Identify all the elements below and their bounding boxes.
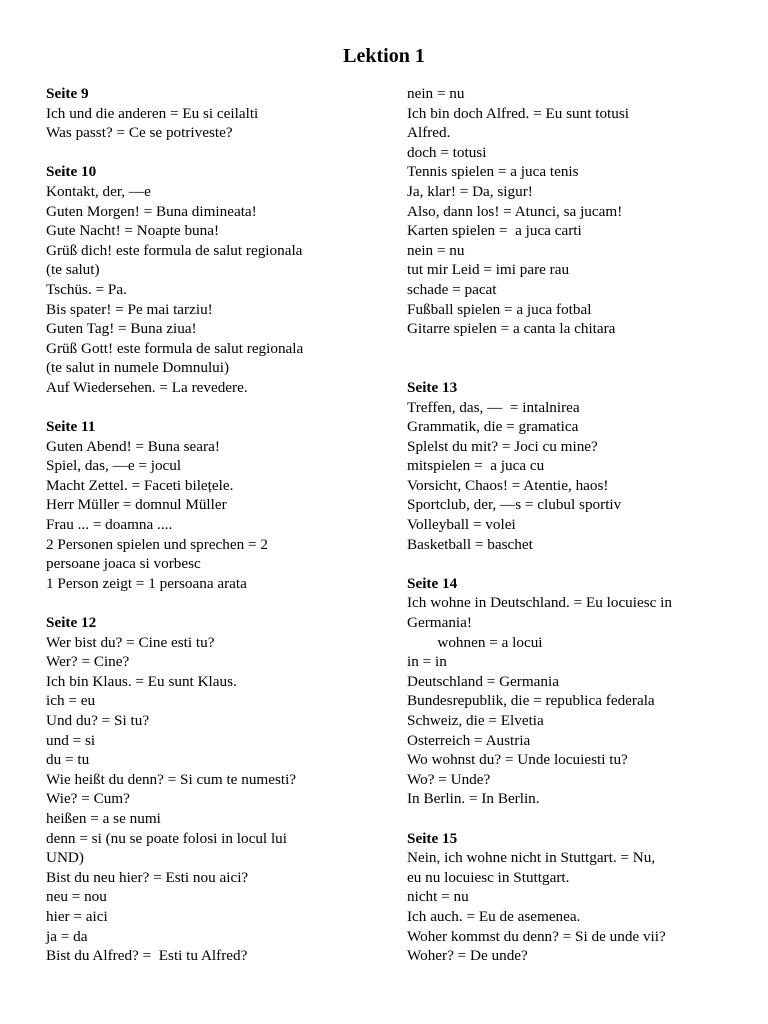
page-title: Lektion 1 [343,45,425,67]
section-heading: Seite 12 [46,614,97,632]
vocab-line: Schweiz, die = Elvetia [407,712,544,729]
vocab-line: Gute Nacht! = Noapte buna! [46,222,220,240]
vocab-line: Treffen, das, — = intalnirea [407,398,580,416]
vocab-line: Ich und die anderen = Eu si ceilalti [46,104,259,122]
vocab-line: Sportclub, der, —s = clubul sportiv [407,496,622,514]
vocab-line: Kontakt, der, —e [46,182,151,200]
vocab-line: Wo wohnst du? = Unde locuiesti tu? [407,751,628,769]
section-heading: Seite 14 [407,574,458,592]
vocab-line: hier = aici [46,907,108,925]
section-seite-14 [407,574,737,809]
vocab-line: Guten Morgen! = Buna dimineata! [46,202,257,220]
vocab-line: Wer? = Cine? [46,653,130,671]
vocab-line: Also, dann los! = Atunci, sa jucam! [407,202,623,220]
vocab-line: Woher kommst du denn? = Si de unde vii? [407,927,666,945]
vocab-line: wohnen = a locui [407,633,543,651]
vocab-line: Wo? = Unde? [407,770,491,788]
vocab-line: Ich bin doch Alfred. = Eu sunt totusi [407,104,630,122]
vocab-line: UND) [46,849,84,867]
vocab-line: eu nu locuiesc in Stuttgart. [407,868,570,886]
section-heading: Seite 13 [407,378,458,396]
vocab-line: Ich auch. = Eu de asemenea. [407,907,581,925]
vocab-line: Bis spater! = Pe mai tarziu! [46,300,213,318]
vocab-line: Fußball spielen = a juca fotbal [407,300,592,318]
vocab-line: ich = eu [46,692,96,710]
section-heading: Seite 15 [407,829,458,847]
vocab-line: 2 Personen spielen und sprechen = 2 [46,535,268,553]
vocab-line: Ja, klar! = Da, sigur! [407,182,533,200]
vocab-line: nein = nu [407,241,465,259]
section-seite-11 [46,417,376,593]
section-heading: Seite 10 [46,163,97,181]
vocab-line: Tennis spielen = a juca tenis [407,163,579,181]
vocab-line: ja = da [46,927,88,945]
vocab-line: Guten Tag! = Buna ziua! [46,320,197,338]
vocab-line: tut mir Leid = imi pare rau [407,261,570,279]
vocab-line: neu = nou [46,888,107,906]
vocab-line: Bist du neu hier? = Esti nou aici? [46,868,249,886]
vocab-line: Ich wohne in Deutschland. = Eu locuiesc in [407,594,672,612]
vocab-line: Bundesrepublik, die = republica federala [407,692,655,710]
right-column [407,84,737,985]
section-seite-13 [407,378,737,554]
vocab-line: (te salut) [46,261,100,279]
vocab-line: Was passt? = Ce se potriveste? [46,124,233,142]
vocab-line: Splelst du mit? = Joci cu mine? [407,437,598,455]
vocab-line: du = tu [46,751,90,769]
vocab-line: Guten Abend! = Buna seara! [46,437,220,455]
vocab-line: Vorsicht, Chaos! = Atentie, haos! [407,476,609,494]
vocab-line: Und du? = Si tu? [46,712,150,729]
vocab-line: Herr Müller = domnul Müller [46,496,227,514]
vocab-line: Gitarre spielen = a canta la chitara [407,320,616,338]
section-seite-12 [46,613,376,966]
vocab-line: Grüß Gott! este formula de salut regionala [46,339,304,357]
section-heading: Seite 9 [46,85,89,102]
vocab-line: persoane joaca si vorbesc [46,555,201,573]
vocab-line: mitspielen = a juca cu [407,457,545,475]
vocab-line: und = si [46,731,96,749]
section-seite-15 [407,829,737,966]
vocab-line: Tschüs. = Pa. [46,280,127,298]
vocab-line: Volleyball = volei [407,516,516,534]
vocab-line: Auf Wiedersehen. = La revedere. [46,378,248,396]
left-column [46,84,376,985]
vocab-line: Wie heißt du denn? = Si cum te numesti? [46,770,297,788]
vocab-line: Spiel, das, —e = jocul [46,457,182,475]
vocab-line: Grammatik, die = gramatica [407,418,579,436]
vocab-line: heißen = a se numi [46,809,161,827]
vocab-line: doch = totusi [407,143,487,161]
section-heading: Seite 11 [46,418,96,436]
vocab-line: Ich bin Klaus. = Eu sunt Klaus. [46,672,237,690]
vocab-line: Wer bist du? = Cine esti tu? [46,633,215,651]
vocab-line: Wie? = Cum? [46,790,130,808]
vocab-line: in = in [407,653,447,671]
vocab-line: Bist du Alfred? = Esti tu Alfred? [46,947,248,965]
vocab-line: Deutschland = Germania [407,672,559,690]
vocab-line: Basketball = baschet [407,535,533,553]
vocab-line: Nein, ich wohne nicht in Stuttgart. = Nu, [407,849,656,867]
section-seite-12-continued [407,84,737,339]
vocab-line: Germania! [407,614,472,632]
vocab-line: (te salut in numele Domnului) [46,359,230,377]
vocab-line: Karten spielen = a juca carti [407,222,582,240]
vocab-line: Woher? = De unde? [407,947,528,965]
vocab-line: Macht Zettel. = Faceti bilețele. [46,476,234,494]
vocab-line: denn = si (nu se poate folosi in locul lui [46,829,287,847]
vocab-line: nein = nu [407,85,465,102]
vocab-line: 1 Person zeigt = 1 persoana arata [46,574,247,592]
vocab-line: Alfred. [407,124,451,142]
vocab-line: Osterreich = Austria [407,731,531,749]
vocab-line: Grüß dich! este formula de salut regionala [46,241,303,259]
vocab-line: schade = pacat [407,280,497,298]
vocab-line: In Berlin. = In Berlin. [407,790,540,808]
vocab-line: nicht = nu [407,888,469,906]
vocab-line: Frau ... = doamna .... [46,516,173,534]
section-seite-9 [46,84,376,143]
section-seite-10 [46,162,376,397]
